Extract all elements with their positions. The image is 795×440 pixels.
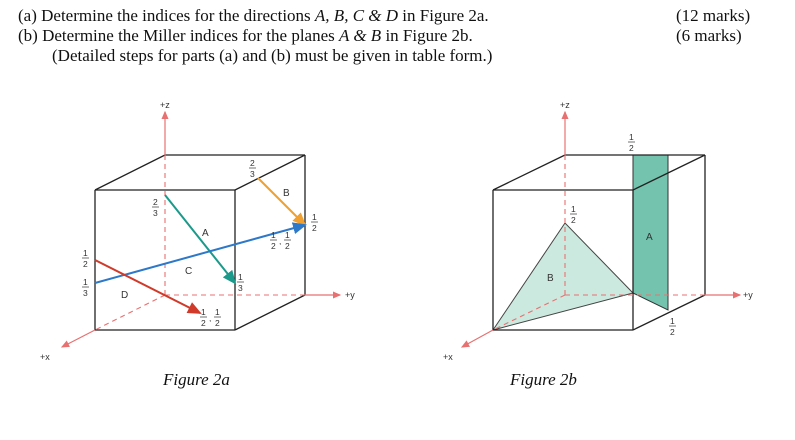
frac-den: 2 [271, 241, 276, 251]
frac-num: 2 [250, 158, 255, 168]
figure-2a [40, 100, 355, 362]
frac-den: 2 [83, 259, 88, 269]
fraction-half-left [82, 248, 89, 269]
question-b-vars: A & B [339, 26, 382, 45]
frac-num: 1 [215, 307, 220, 317]
frac-num: 1 [571, 204, 576, 214]
frac-num: 1 [271, 230, 276, 240]
question-a-vars: A, B, C & D [314, 6, 399, 25]
fraction-two-thirds-edge [249, 158, 256, 179]
question-b-suffix: in Figure 2b. [381, 26, 473, 45]
y-axis-label-2a: +y [345, 290, 355, 300]
frac-num: 1 [238, 272, 243, 282]
question-b-marks: (6 marks) [676, 26, 742, 45]
z-axis-label-2a: +z [160, 100, 170, 110]
frac-num: 1 [670, 316, 675, 326]
x-axis-2a [62, 330, 95, 347]
question-a-marks: (12 marks) [676, 6, 751, 25]
direction-a-label: A [202, 228, 209, 239]
question-note: (Detailed steps for parts (a) and (b) must be given in table form.) [52, 46, 493, 65]
question-a-prefix: (a) Determine the indices for the directions [18, 6, 315, 25]
direction-b [258, 178, 305, 225]
frac-den: 2 [285, 241, 290, 251]
frac-num: 1 [83, 277, 88, 287]
plane-a-label: A [646, 232, 653, 243]
svg-text:,: , [209, 313, 212, 323]
fraction-half-bottom [669, 316, 676, 337]
direction-d-label: D [121, 290, 129, 301]
figure-2b [443, 100, 753, 362]
frac-den: 2 [670, 327, 675, 337]
x-axis-2b [462, 330, 493, 347]
fraction-third-a [237, 272, 244, 293]
fraction-half-half-d [200, 307, 221, 328]
frac-den: 2 [312, 223, 317, 233]
frac-num: 1 [285, 230, 290, 240]
frac-num: 1 [201, 307, 206, 317]
direction-c-label: C [185, 266, 193, 277]
frac-den: 2 [629, 143, 634, 153]
frac-den: 2 [215, 318, 220, 328]
fraction-half-half-c [270, 230, 291, 251]
y-axis-label-2b: +y [743, 290, 753, 300]
fraction-half-right [311, 212, 318, 233]
plane-b [493, 223, 633, 330]
frac-den: 3 [153, 208, 158, 218]
frac-den: 3 [238, 283, 243, 293]
question-b-prefix: (b) Determine the Miller indices for the planes [18, 26, 339, 45]
frac-den: 3 [250, 169, 255, 179]
fractions-2a [82, 158, 318, 328]
svg-text:,: , [279, 236, 282, 246]
direction-b-label: B [283, 188, 290, 199]
frac-num: 1 [629, 132, 634, 142]
fraction-two-thirds-top [152, 197, 159, 218]
fraction-half-top [628, 132, 635, 153]
x-axis-label-2b: +x [443, 352, 453, 362]
frac-num: 2 [153, 197, 158, 207]
x-axis-label-2a: +x [40, 352, 50, 362]
fraction-half-z [570, 204, 577, 225]
figure-2b-caption: Figure 2b [510, 370, 577, 389]
fraction-third-left [82, 277, 89, 298]
plane-b-label: B [547, 273, 554, 284]
z-axis-label-2b: +z [560, 100, 570, 110]
direction-a [165, 195, 235, 283]
frac-den: 2 [571, 215, 576, 225]
question-a-suffix: in Figure 2a. [398, 6, 489, 25]
figure-2a-caption: Figure 2a [163, 370, 230, 389]
frac-num: 1 [83, 248, 88, 258]
frac-num: 1 [312, 212, 317, 222]
frac-den: 3 [83, 288, 88, 298]
frac-den: 2 [201, 318, 206, 328]
